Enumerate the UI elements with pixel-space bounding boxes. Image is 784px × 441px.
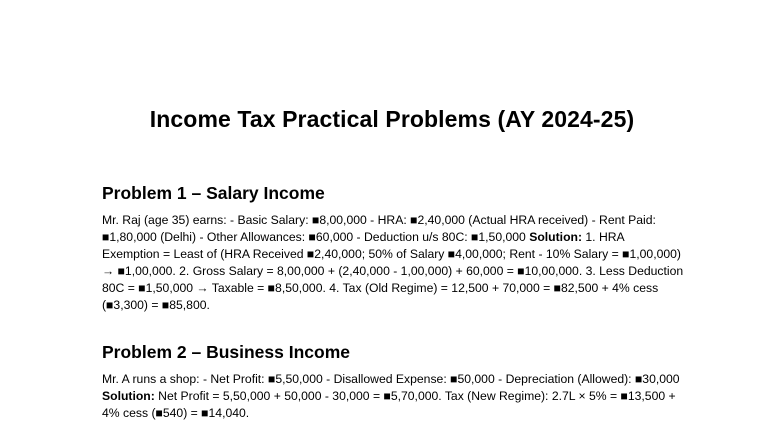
- problem-2-heading: Problem 2 – Business Income: [102, 342, 351, 362]
- problem-2-solution: Net Profit = 5,50,000 + 50,000 - 30,000 = ■5,70,000. Tax (New Regime): 2.7L × 5% = ■13,500 + 4% cess (■540) = ■14,040.: [102, 389, 676, 420]
- problem-2-section: [102, 341, 684, 422]
- problem-1-body: [102, 212, 684, 314]
- problem-1-solution-label: Solution:: [529, 230, 583, 244]
- problem-1-heading: Problem 1 – Salary Income: [102, 183, 325, 203]
- problem-1-section: [102, 182, 684, 314]
- problem-1-solution: 1. HRA Exemption = Least of (HRA Received ■2,40,000; 50% of Salary ■4,00,000; Rent - 10% Salary = ■1,00,000) → ■1,00,000. 2. Gross Salary = 8,00,000 + (2,40,000 - 1,00,000) + 60,000 = ■10,00,000. 3. Less Deduction 80C = ■1,50,000 → Taxable = ■8,50,000. 4. Tax (Old Regime) = 12,500 + 70,000 = ■82,500 + 4% cess (■3,300) = ■85,800.: [102, 230, 684, 312]
- problem-2-solution-label: Solution:: [102, 389, 155, 403]
- problem-2-body: [102, 371, 684, 422]
- problem-1-question: Mr. Raj (age 35) earns: - Basic Salary: ■8,00,000 - HRA: ■2,40,000 (Actual HRA received) - Rent Paid: ■1,80,000 (Delhi) - Other Allowances: ■60,000 - Deduction u/s 80C: ■1,50,000: [102, 213, 656, 244]
- document-title: Income Tax Practical Problems (AY 2024-25): [149, 106, 635, 132]
- problem-2-question: Mr. A runs a shop: - Net Profit: ■5,50,000 - Disallowed Expense: ■50,000 - Depreciation (Allowed): ■30,000: [102, 372, 680, 386]
